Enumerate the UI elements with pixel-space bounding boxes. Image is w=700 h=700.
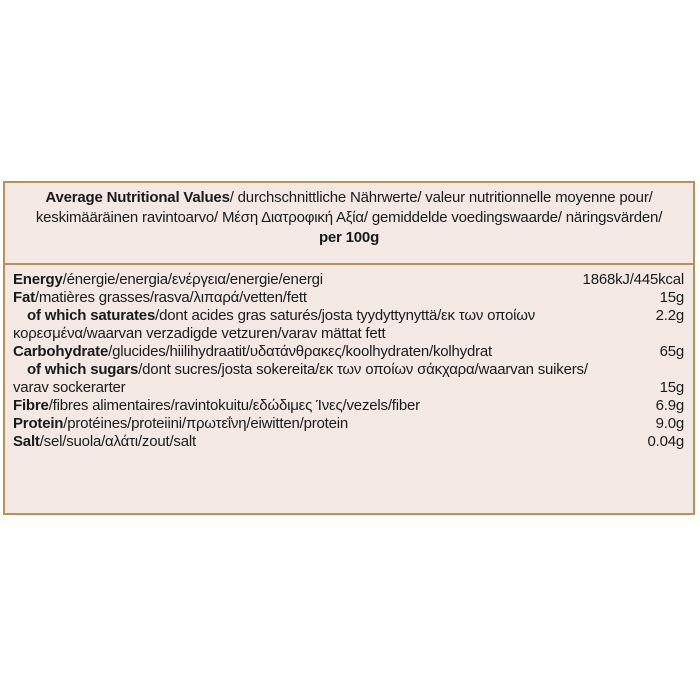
nutrient-translations: /matières grasses/rasva/λιπαρά/vetten/fett — [34, 289, 307, 306]
nutrient-name: Energy — [13, 271, 63, 288]
nutrient-value: 65g — [659, 343, 684, 360]
nutrient-translations: /protéines/proteiini/πρωτεΐνη/eiwitten/protein — [63, 415, 349, 432]
nutrient-translations: κορεσμένα/waarvan verzadigde vetzuren/varav mättat fett — [13, 325, 386, 342]
nutrition-table — [3, 181, 695, 515]
table-row — [13, 361, 684, 379]
table-row — [13, 415, 684, 433]
nutrient-value: 15g — [659, 289, 684, 306]
nutrient-value: 1868kJ/445kcal — [582, 271, 684, 288]
nutrient-name: Fat — [13, 289, 35, 306]
table-row — [13, 325, 684, 343]
nutrient-translations: varav sockerarter — [13, 379, 126, 396]
nutrient-value: 2.2g — [655, 307, 684, 324]
nutrient-translations: /sel/suola/αλάτι/zout/salt — [39, 433, 196, 450]
table-row — [13, 379, 684, 397]
nutrient-name: Fibre — [13, 397, 49, 414]
nutrient-value: 0.04g — [647, 433, 684, 450]
nutrient-translations: /glucides/hiilihydraatit/υδατάνθρακες/koolhydraten/kolhydrat — [108, 343, 493, 360]
table-row — [13, 307, 684, 325]
nutrient-translations: /énergie/energia/ενέργεια/energie/energi — [62, 271, 323, 288]
table-row — [13, 433, 684, 451]
header-per-100g: per 100g — [318, 229, 380, 246]
header-line-1 — [5, 188, 693, 208]
nutrient-name: of which saturates — [27, 307, 156, 324]
nutrient-name: of which sugars — [27, 361, 139, 378]
table-row — [13, 397, 684, 415]
nutrient-value: 9.0g — [655, 415, 684, 432]
nutrient-name: Carbohydrate — [13, 343, 109, 360]
nutrient-name: Salt — [13, 433, 40, 450]
nutrient-translations: /dont acides gras saturés/josta tyydyttynyttä/εκ των οποίων — [155, 307, 536, 324]
table-row — [13, 343, 684, 361]
table-body — [5, 265, 693, 451]
header-line-2: keskimääräinen ravintoarvo/ Μέση Διατροφική Αξία/ gemiddelde voedingswaarde/ näringsvärden/ — [35, 209, 663, 226]
nutrient-translations: /fibres alimentaires/ravintokuitu/εδώδιμες Ίνες/vezels/fiber — [48, 397, 420, 414]
table-row — [13, 271, 684, 289]
header-title-rest: / durchschnittliche Nährwerte/ valeur nutritionnelle moyenne pour/ — [229, 189, 653, 206]
nutrient-name: Protein — [13, 415, 64, 432]
header-title-bold: Average Nutritional Values — [45, 189, 230, 206]
nutrient-translations: /dont sucres/josta sokereita/εκ των οποίων σάκχαρα/waarvan suikers/ — [138, 361, 588, 378]
table-header — [5, 183, 693, 263]
nutrient-value: 6.9g — [655, 397, 684, 414]
nutrient-value: 15g — [659, 379, 684, 396]
table-row — [13, 289, 684, 307]
